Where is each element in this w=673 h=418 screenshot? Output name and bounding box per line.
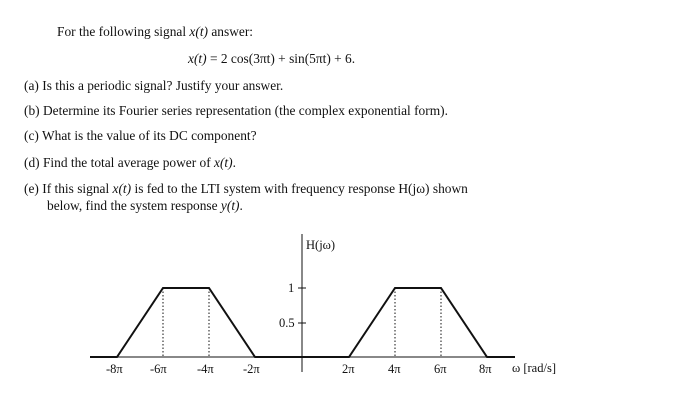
question-c: (c) What is the value of its DC component?	[24, 128, 257, 143]
signal-equation: x(t) = 2 cos(3πt) + sin(5πt) + 6.	[188, 51, 356, 66]
x-tick-label-neg8pi: -8π	[106, 362, 123, 376]
x-axis-label: ω [rad/s]	[512, 361, 556, 375]
y-axis-label: H(jω)	[306, 238, 336, 252]
question-a: (a) Is this a periodic signal? Justify your answer.	[24, 78, 284, 93]
question-d: (d) Find the total average power of x(t).	[24, 155, 236, 170]
intro-text: For the following signal x(t) answer:	[57, 24, 254, 39]
question-e-continued: below, find the system response y(t).	[47, 198, 243, 213]
x-tick-label-6pi: 6π	[434, 362, 447, 376]
y-tick-label-1: 1	[288, 281, 295, 295]
x-tick-label-8pi: 8π	[479, 362, 492, 376]
y-tick-label-0-5: 0.5	[279, 316, 295, 330]
x-tick-label-2pi: 2π	[342, 362, 355, 376]
question-b: (b) Determine its Fourier series representation (the complex exponential form).	[24, 103, 448, 118]
x-tick-label-neg4pi: -4π	[197, 362, 214, 376]
x-tick-label-neg2pi: -2π	[243, 362, 260, 376]
x-tick-label-neg6pi: -6π	[150, 362, 167, 376]
x-tick-label-4pi: 4π	[388, 362, 401, 376]
question-e: (e) If this signal x(t) is fed to the LTI system with frequency response H(jω) shown	[24, 181, 468, 196]
